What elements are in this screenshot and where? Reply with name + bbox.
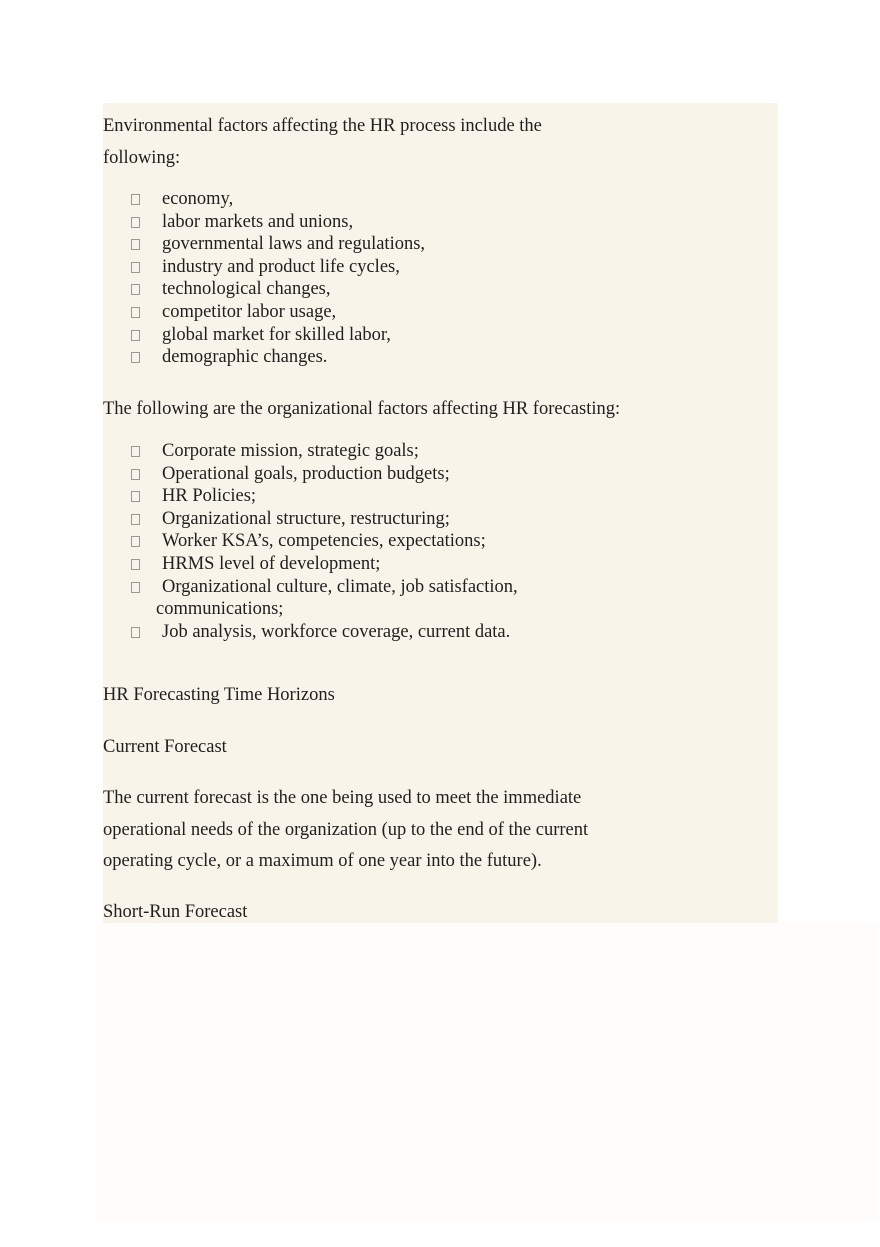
square-bullet-icon [131,239,140,250]
list-item: industry and product life cycles, [129,256,425,279]
list-item: Worker KSA’s, competencies, expectations; [129,530,518,553]
square-bullet-icon [131,262,140,273]
list-item: Corporate mission, strategic goals; [129,440,518,463]
list-item: labor markets and unions, [129,211,425,234]
square-bullet-icon [131,217,140,228]
environmental-intro: Environmental factors affecting the HR process include the [103,116,542,136]
square-bullet-icon [131,514,140,525]
square-bullet-icon [131,559,140,570]
list-item: technological changes, [129,278,425,301]
environmental-intro-continued: following: [103,148,181,168]
list-item-continuation: communications; [156,599,284,620]
list-item: Operational goals, production budgets; [129,463,518,486]
square-bullet-icon [131,491,140,502]
current-forecast-line-1: The current forecast is the one being used to meet the immediate [103,788,582,808]
square-bullet-icon [131,352,140,363]
organizational-intro: The following are the organizational factors affecting HR forecasting: [103,399,621,419]
list-item: economy, [129,188,425,211]
heading-short-run-forecast: Short-Run Forecast [103,902,248,922]
list-item: Organizational culture, climate, job satisfaction, [129,576,518,599]
square-bullet-icon [131,536,140,547]
square-bullet-icon [131,469,140,480]
square-bullet-icon [131,284,140,295]
list-item: demographic changes. [129,346,425,369]
list-item: Job analysis, workforce coverage, current data. [129,621,518,644]
list-item: global market for skilled labor, [129,324,425,347]
heading-current-forecast: Current Forecast [103,737,227,757]
square-bullet-icon [131,307,140,318]
page-background-shade [96,922,878,1222]
square-bullet-icon [131,627,140,638]
list-item: HR Policies; [129,485,518,508]
environmental-factors-list [129,188,425,369]
square-bullet-icon [131,330,140,341]
square-bullet-icon [131,446,140,457]
list-item: governmental laws and regulations, [129,233,425,256]
heading-time-horizons: HR Forecasting Time Horizons [103,685,335,705]
square-bullet-icon [131,582,140,593]
current-forecast-line-2: operational needs of the organization (up to the end of the current [103,820,589,840]
list-item: Organizational structure, restructuring; [129,508,518,531]
square-bullet-icon [131,194,140,205]
list-item: competitor labor usage, [129,301,425,324]
organizational-factors-list [129,440,518,643]
current-forecast-line-3: operating cycle, or a maximum of one year into the future). [103,851,542,871]
list-item: HRMS level of development; [129,553,518,576]
